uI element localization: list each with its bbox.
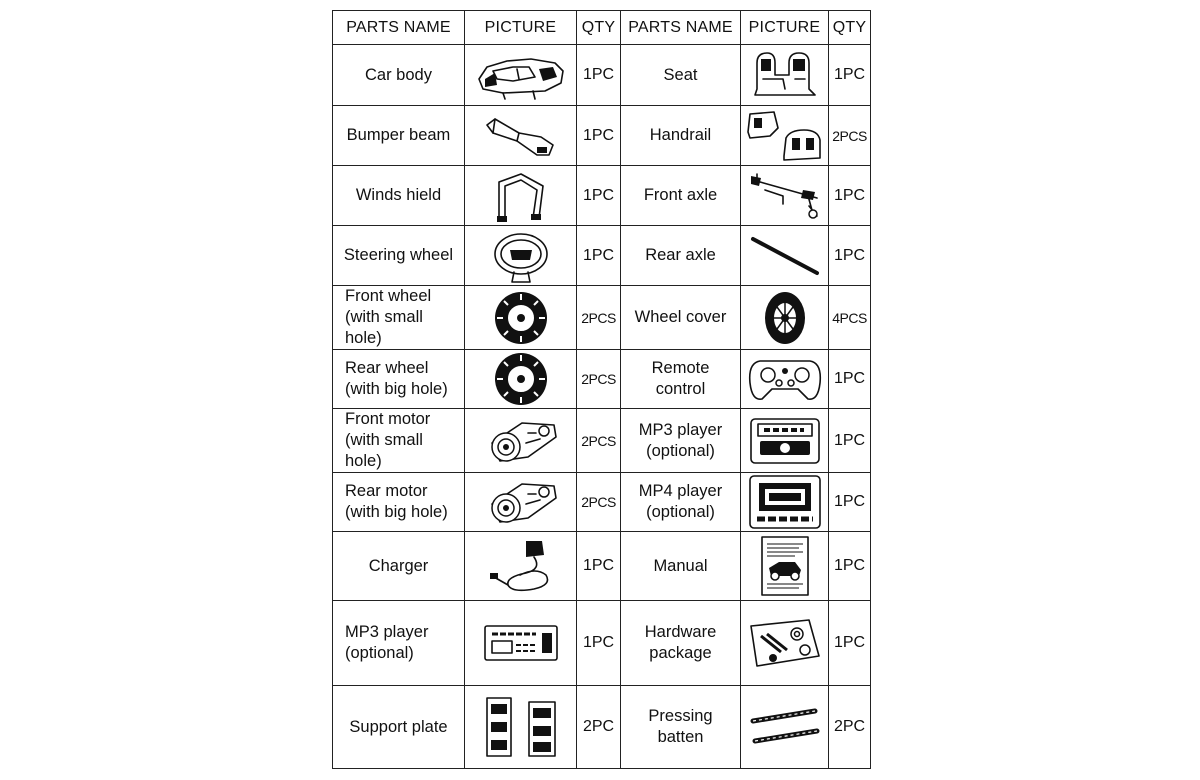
right-part-name-line: Remote control [651, 359, 710, 398]
right-part-name-line: batten [657, 728, 704, 746]
table-row [333, 409, 871, 473]
left-part-qty-cell: 1PC [577, 226, 621, 286]
left-part-picture-cell [465, 532, 577, 601]
right-part-name-line: Front axle [643, 186, 718, 204]
table-row [333, 350, 871, 409]
left-part-qty-cell: 2PC [577, 686, 621, 769]
left-part-qty-cell: 1PC [577, 106, 621, 166]
left-part-qty-cell: 1PC [577, 166, 621, 226]
left-part-picture-cell [465, 473, 577, 532]
support-plate-icon [465, 694, 576, 760]
right-part-picture-cell [741, 601, 829, 686]
mp3-module-icon [465, 623, 576, 663]
right-part-name-line: Hardware [644, 623, 717, 641]
right-part-picture-cell [741, 106, 829, 166]
header-parts-name: PARTS NAME [621, 11, 741, 45]
left-part-name-line: Front motor [345, 410, 431, 428]
left-part-picture-cell [465, 226, 577, 286]
left-part-qty-cell: 1PC [577, 601, 621, 686]
right-part-qty-cell: 2PCS [829, 106, 871, 166]
front-axle-icon [741, 170, 828, 222]
left-part-name-line: Rear motor [345, 482, 428, 500]
left-part-qty-cell: 2PCS [577, 409, 621, 473]
table-row [333, 686, 871, 769]
table-row [333, 532, 871, 601]
left-part-name-line: Charger [368, 556, 429, 575]
left-part-name-cell [333, 226, 465, 286]
left-part-qty-cell: 2PCS [577, 350, 621, 409]
left-part-name-cell [333, 350, 465, 409]
table-header-row [333, 11, 871, 45]
left-part-name-line: Car body [365, 65, 432, 84]
table-row [333, 166, 871, 226]
motor-icon [465, 413, 576, 469]
left-part-name-cell [333, 45, 465, 106]
remote-control-icon [741, 353, 828, 405]
left-part-name-cell [333, 409, 465, 473]
left-part-name-line: (with big hole) [345, 380, 448, 398]
left-part-name-line: Steering wheel [343, 246, 454, 264]
left-part-qty-cell: 1PC [577, 45, 621, 106]
right-part-name-line: Manual [653, 556, 708, 575]
header-parts-name: PARTS NAME [333, 11, 465, 45]
header-qty: QTY [829, 11, 871, 45]
mp4-panel-icon [741, 473, 828, 531]
right-part-picture-cell [741, 166, 829, 226]
right-part-picture-cell [741, 350, 829, 409]
right-part-qty-cell: 1PC [829, 601, 871, 686]
bumper-beam-icon [465, 111, 576, 161]
right-part-name-line: Handrail [649, 126, 712, 144]
left-part-name-line: MP3 player [345, 623, 429, 641]
right-part-name-line: (optional) [646, 441, 715, 460]
left-part-name-line: (with big hole) [345, 503, 448, 521]
steering-wheel-icon [465, 228, 576, 284]
left-part-name-cell [333, 601, 465, 686]
wheel-cover-icon [741, 290, 828, 346]
right-part-name-cell [621, 226, 741, 286]
right-part-name-cell [621, 686, 741, 769]
manual-icon [741, 534, 828, 598]
right-part-qty-cell: 1PC [829, 226, 871, 286]
left-part-name-cell [333, 473, 465, 532]
handrail-icon [741, 108, 828, 164]
right-part-qty-cell: 1PC [829, 409, 871, 473]
right-part-name-cell [621, 532, 741, 601]
left-part-name-line: Front wheel [345, 287, 432, 305]
tire-icon [465, 290, 576, 346]
left-part-picture-cell [465, 601, 577, 686]
parts-list-sheet [332, 10, 870, 767]
table-row [333, 106, 871, 166]
left-part-qty-cell: 2PCS [577, 286, 621, 350]
left-part-picture-cell [465, 45, 577, 106]
right-part-name-line: MP3 player [638, 420, 723, 439]
table-row [333, 45, 871, 106]
left-part-name-line: (with small hole) [345, 431, 423, 470]
table-row [333, 601, 871, 686]
right-part-name-cell [621, 45, 741, 106]
table-row [333, 473, 871, 532]
header-qty: QTY [577, 11, 621, 45]
right-part-picture-cell [741, 226, 829, 286]
right-part-name-cell [621, 350, 741, 409]
right-part-picture-cell [741, 286, 829, 350]
right-part-name-line: MP4 player [638, 482, 723, 500]
left-part-picture-cell [465, 166, 577, 226]
left-part-picture-cell [465, 350, 577, 409]
rear-axle-icon [741, 233, 828, 279]
left-part-name-cell [333, 286, 465, 350]
parts-table [332, 10, 871, 769]
left-part-picture-cell [465, 409, 577, 473]
right-part-name-line: Seat [663, 65, 698, 84]
mp3-panel-icon [741, 416, 828, 466]
right-part-picture-cell [741, 45, 829, 106]
right-part-qty-cell: 1PC [829, 532, 871, 601]
windshield-icon [465, 168, 576, 224]
left-part-name-cell [333, 686, 465, 769]
right-part-name-line: (optional) [646, 503, 715, 521]
right-part-qty-cell: 1PC [829, 350, 871, 409]
tire-icon [465, 351, 576, 407]
right-part-name-line: Wheel cover [634, 308, 727, 326]
left-part-name-cell [333, 166, 465, 226]
left-part-qty-cell: 1PC [577, 532, 621, 601]
right-part-name-cell [621, 286, 741, 350]
header-picture: PICTURE [465, 11, 577, 45]
car-body-icon [465, 49, 576, 101]
motor-icon [465, 474, 576, 530]
left-part-qty-cell: 2PCS [577, 473, 621, 532]
left-part-name-line: (optional) [345, 644, 414, 662]
right-part-name-line: package [649, 644, 712, 662]
seat-icon [741, 49, 828, 101]
left-part-name-line: Support plate [349, 717, 448, 736]
left-part-picture-cell [465, 106, 577, 166]
left-part-name-line: Winds hield [355, 186, 442, 204]
left-part-name-cell [333, 106, 465, 166]
pressing-batten-icon [741, 705, 828, 749]
right-part-picture-cell [741, 686, 829, 769]
right-part-name-cell [621, 409, 741, 473]
right-part-qty-cell: 1PC [829, 45, 871, 106]
right-part-name-cell [621, 106, 741, 166]
left-part-name-line: (with small hole) [345, 308, 423, 347]
right-part-qty-cell: 2PC [829, 686, 871, 769]
right-part-picture-cell [741, 473, 829, 532]
right-part-name-line: Rear axle [645, 246, 716, 264]
left-part-name-line: Bumper beam [346, 126, 451, 144]
right-part-name-cell [621, 166, 741, 226]
table-row [333, 286, 871, 350]
table-row [333, 226, 871, 286]
right-part-name-cell [621, 601, 741, 686]
left-part-picture-cell [465, 686, 577, 769]
right-part-picture-cell [741, 532, 829, 601]
right-part-qty-cell: 1PC [829, 473, 871, 532]
right-part-picture-cell [741, 409, 829, 473]
charger-icon [465, 537, 576, 595]
right-part-name-line: Pressing [648, 707, 713, 725]
hardware-package-icon [741, 616, 828, 670]
left-part-name-cell [333, 532, 465, 601]
right-part-name-cell [621, 473, 741, 532]
right-part-qty-cell: 1PC [829, 166, 871, 226]
left-part-name-line: Rear wheel [345, 359, 429, 377]
left-part-picture-cell [465, 286, 577, 350]
right-part-qty-cell: 4PCS [829, 286, 871, 350]
header-picture: PICTURE [741, 11, 829, 45]
